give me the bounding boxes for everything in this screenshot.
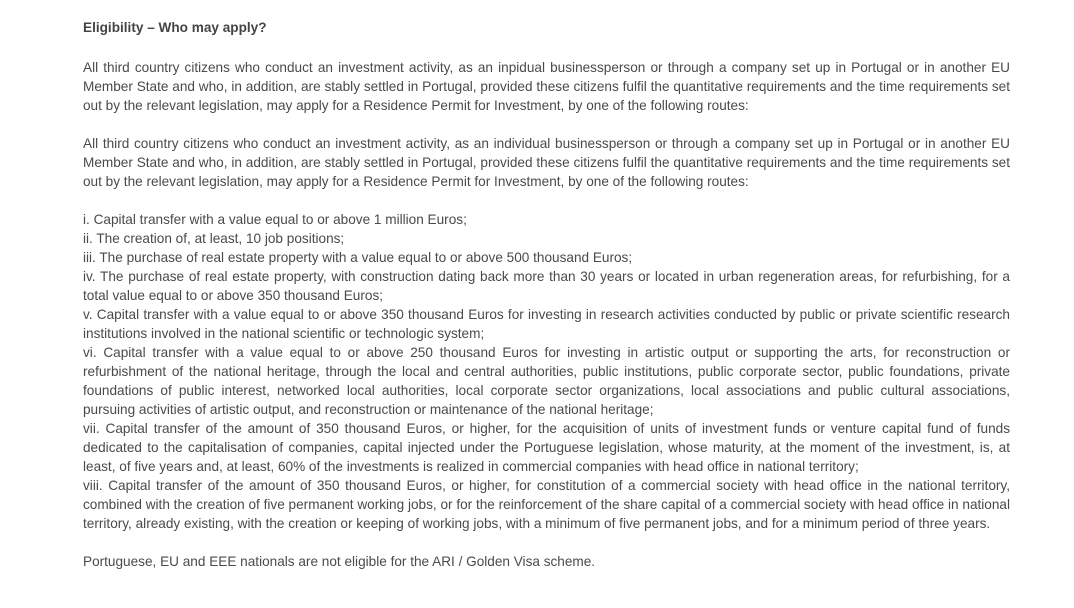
intro-paragraph-2: All third country citizens who conduct an investment activity, as an individual businessperson or through a company set up in Portugal or in another EU Member State and who, in addition, are stably settled in Portugal, provided these citizens fulfil the quantitative requirements and the time requirements set out by the relevant legislation, may apply for a Residence Permit for Investment, by one of the following routes: bbox=[83, 136, 1010, 189]
eligibility-document bbox=[83, 18, 1010, 590]
route-item: vi. Capital transfer with a value equal to or above 250 thousand Euros for investing in artistic output or supporting the arts, for reconstruction or refurbishment of the national heritage, through the local and central authorities, public institutions, public corporate sector, public foundations, private foundations of public interest, networked local authorities, local corporate sector organizations, local associations and public cultural associations, pursuing activities of artistic output, and reconstruction or maintenance of the national heritage; bbox=[83, 345, 1010, 417]
eligibility-note: Portuguese, EU and EEE nationals are not eligible for the ARI / Golden Visa scheme. bbox=[83, 554, 596, 569]
investment-routes-list bbox=[83, 210, 1010, 533]
section-heading: Eligibility – Who may apply? bbox=[83, 20, 267, 35]
route-item: v. Capital transfer with a value equal to or above 350 thousand Euros for investing in research activities conducted by public or private scientific research institutions involved in the national scientific or technologic system; bbox=[83, 307, 1010, 341]
route-item: viii. Capital transfer of the amount of 350 thousand Euros, or higher, for constitution of a commercial society with head office in the national territory, combined with the creation of five permanent working jobs, or for the reinforcement of the share capital of a commercial society with head office in national territory, already existing, with the creation or keeping of working jobs, with a minimum of five permanent jobs, and for a minimum period of three years. bbox=[83, 478, 1010, 531]
route-item: vii. Capital transfer of the amount of 350 thousand Euros, or higher, for the acquisition of units of investment funds or venture capital fund of funds dedicated to the capitalisation of companies, capital injected under the Portuguese legislation, whose maturity, at the moment of the investment, is, at least, of five years and, at least, 60% of the investments is realized in commercial companies with head office in national territory; bbox=[83, 421, 1010, 474]
route-item: i. Capital transfer with a value equal to or above 1 million Euros; bbox=[83, 212, 467, 227]
route-item: iv. The purchase of real estate property, with construction dating back more than 30 years or located in urban regeneration areas, for refurbishing, for a total value equal to or above 350 thousand Euros; bbox=[83, 269, 1010, 303]
intro-paragraph-1: All third country citizens who conduct an investment activity, as an inpidual businessperson or through a company set up in Portugal or in another EU Member State and who, in addition, are stably settled in Portugal, provided these citizens fulfil the quantitative requirements and the time requirements set out by the relevant legislation, may apply for a Residence Permit for Investment, by one of the following routes: bbox=[83, 60, 1010, 113]
route-item: iii. The purchase of real estate property with a value equal to or above 500 thousand Euros; bbox=[83, 250, 633, 265]
route-item: ii. The creation of, at least, 10 job positions; bbox=[83, 231, 345, 246]
